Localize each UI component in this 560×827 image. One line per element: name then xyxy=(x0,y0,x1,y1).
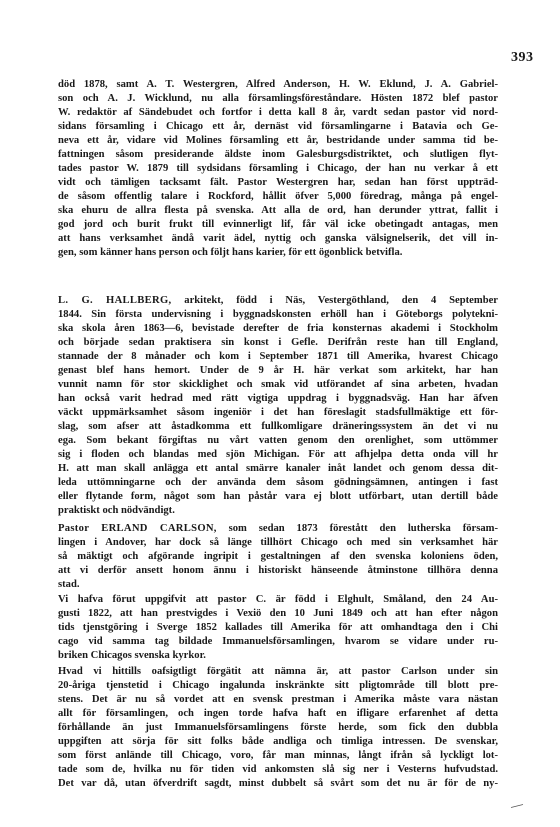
text-line: så mäktigt och afgörande ingripit i gestaltningen af den svenska koloniens öden, xyxy=(58,551,498,562)
paragraph-carlson xyxy=(58,522,498,592)
text-line: ska skola åren 1863—6, bevistade derefter de fria konsternas akademi i Stockholm xyxy=(58,323,498,334)
text-line: sidans församling i Chicago ett år, dernäst vid församlingarne i Batavia och Ge- xyxy=(58,121,498,132)
text-line: han också varit hedrad med rätt vigtiga uppdrag i byggnadsväg. Han har äfven xyxy=(58,393,498,404)
text-line: Vi hafva förut uppgifvit att pastor C. är född i Elghult, Småland, den 24 Au- xyxy=(58,594,498,605)
text-line: uppgiften att sörja för sitt folks både andliga och timliga intressen. De svenskar, xyxy=(58,736,498,747)
text-run: arkitekt, född i Näs, Vestergöthland, den 4 September xyxy=(171,295,498,306)
text-line: gusti 1822, att han prestvigdes i Vexiö den 10 Juni 1849 och att han efter någon xyxy=(58,608,498,619)
text-line: och började sedan praktisera sin konst i Gefle. Derifrån reste han till England, xyxy=(58,337,498,348)
text-line: 20-åriga tjenstetid i Chicago ingalunda inskränkte sitt pligtområde till blott pre- xyxy=(58,680,498,691)
paragraph-carlson-work xyxy=(58,665,498,791)
text-line: tids tjenstgöring i Sverge 1852 kallades till Amerika för att omhandtaga den i Chi xyxy=(58,622,498,633)
person-name: L. G. HALLBERG, xyxy=(58,295,172,306)
text-line: neva ett år, vidare vid Molines församling ett år, bestridande under samma tid be- xyxy=(58,135,498,146)
text-line: eller flytande form, något som han påstår vara ej blott utförbart, utan dertill både xyxy=(58,491,498,502)
text-line: fattningen såsom presiderande äldste inom Galesburgsdistriktet, och slutligen flyt- xyxy=(58,149,498,160)
text-line: vunnit namn för stor skicklighet och smak vid utförandet af sina arbeten, hvadan xyxy=(58,379,498,390)
text-line: ska ehuru de allra flesta på svenska. Att alla de ord, han derunder yttrat, fallit i xyxy=(58,205,498,216)
text-line: gen, som känner hans person och följt hans karier, för ett ögonblick betvifla. xyxy=(58,247,403,258)
text-line: vidt och tämligen tacksamt fält. Pastor Westergren har, sedan han först uppträd- xyxy=(58,177,498,188)
text-line: död 1878, samt A. T. Westergren, Alfred Anderson, H. W. Eklund, J. A. Gabriel- xyxy=(58,79,498,90)
text-line xyxy=(58,294,498,308)
text-line: de såsom offentlig talare i Rockford, hållit öfver 5,000 föredrag, många på engel- xyxy=(58,191,498,202)
text-line xyxy=(58,522,498,536)
text-line: god jord och burit frukt till evinnerligt lif, får väl icke obetingadt antagas, men xyxy=(58,219,498,230)
text-line: lingen i Andover, har dock så länge tillhört Chicago och med sin verksamhet här xyxy=(58,537,498,548)
text-line: som först anlände till Chicago, voro, får man minnas, långt ifrån så lyckligt lot- xyxy=(58,750,498,761)
text-line: cago vid samma tag bildade Immanuelsförsamlingen, hvarom se vidare under ru- xyxy=(58,636,498,647)
text-line: ega. Som bekant förgiftas nu vårt vatten genom den orenlighet, som uttömmer xyxy=(58,435,498,446)
text-line: H. att man skall anlägga ett antal smärre kanaler inåt landet och genom dessa dit- xyxy=(58,463,498,474)
paragraph-hallberg xyxy=(58,294,498,518)
text-line: tades pastor W. 1879 till sydsidans församling i Chicago, der han nu verkar å ett xyxy=(58,163,498,174)
text-line: praktiskt och nödvändigt. xyxy=(58,505,175,516)
margin-mark-icon xyxy=(510,804,524,808)
text-line: stad. xyxy=(58,579,80,590)
text-line: Det var då, utan öfverdrift sagdt, minst dubbelt så svårt som det nu är för de ny- xyxy=(58,778,498,789)
text-line: förhållande än just Immanuelsförsamlingens förste herde, som fick den dubbla xyxy=(58,722,498,733)
text-line: Hvad vi hittills oafsigtligt förgätit att nämna är, att pastor Carlson under sin xyxy=(58,666,498,677)
text-line: stens. Det är nu så vordet att en svensk prestman i Amerika måste vara nästan xyxy=(58,694,498,705)
paragraph-carlson-bio xyxy=(58,593,498,663)
text-line: 1844. Sin första undervisning i byggnadskonsten erhöll han i Göteborgs polytekni- xyxy=(58,309,498,320)
page-number: 393 xyxy=(511,50,534,65)
text-line: W. redaktör af Sändebudet och fortfor i detta kall 8 år, vardt sedan pastor vid nord- xyxy=(58,107,498,118)
text-run: som sedan 1873 förestått den lutherska försam- xyxy=(216,523,498,534)
text-line: leda uttömningarne och der använda dem såsom gödningsämnen, antingen i fast xyxy=(58,477,498,488)
text-line: slag, som afser att åstadkomma ett fullkomligare dräneringssystem än det vi nu xyxy=(58,421,498,432)
text-line: sig i floden och blandas med sjön Michigan. För att afhjelpa detta onda vill hr xyxy=(58,449,498,460)
text-line: tade som de, hvilka nu för tiden vid ankomsten slå sig ner i Vesterns hufvudstad. xyxy=(58,764,498,775)
text-line: att hans verksamhet ändå varit ädel, nyttig och ganska välsignelserik, det vill in- xyxy=(58,233,498,244)
text-line: allt för församlingen, och ingen torde hafva haft en ifligare erfarenhet af detta xyxy=(58,708,498,719)
text-line: briken Chicagos svenska kyrkor. xyxy=(58,650,206,661)
person-name: Pastor ERLAND CARLSON, xyxy=(58,523,217,534)
text-line: son och A. J. Wicklund, nu alla församlingsföreståndare. Hösten 1872 blef pastor xyxy=(58,93,498,104)
text-line: genast blef hans hemort. Under de 9 år H. här verkat som arkitekt, har han xyxy=(58,365,498,376)
paragraph-westergren xyxy=(58,78,498,260)
text-line: väckt uppmärksamhet såsom ingeniör i det han föreslagit stadsfullmäktige ett för- xyxy=(58,407,498,418)
text-line: stannade der 8 månader och kom i September 1871 till Amerika, hvarest Chicago xyxy=(58,351,498,362)
text-line: att vi derför ansett honom ännu i historiskt hänseende åtminstone tillhöra denna xyxy=(58,565,498,576)
